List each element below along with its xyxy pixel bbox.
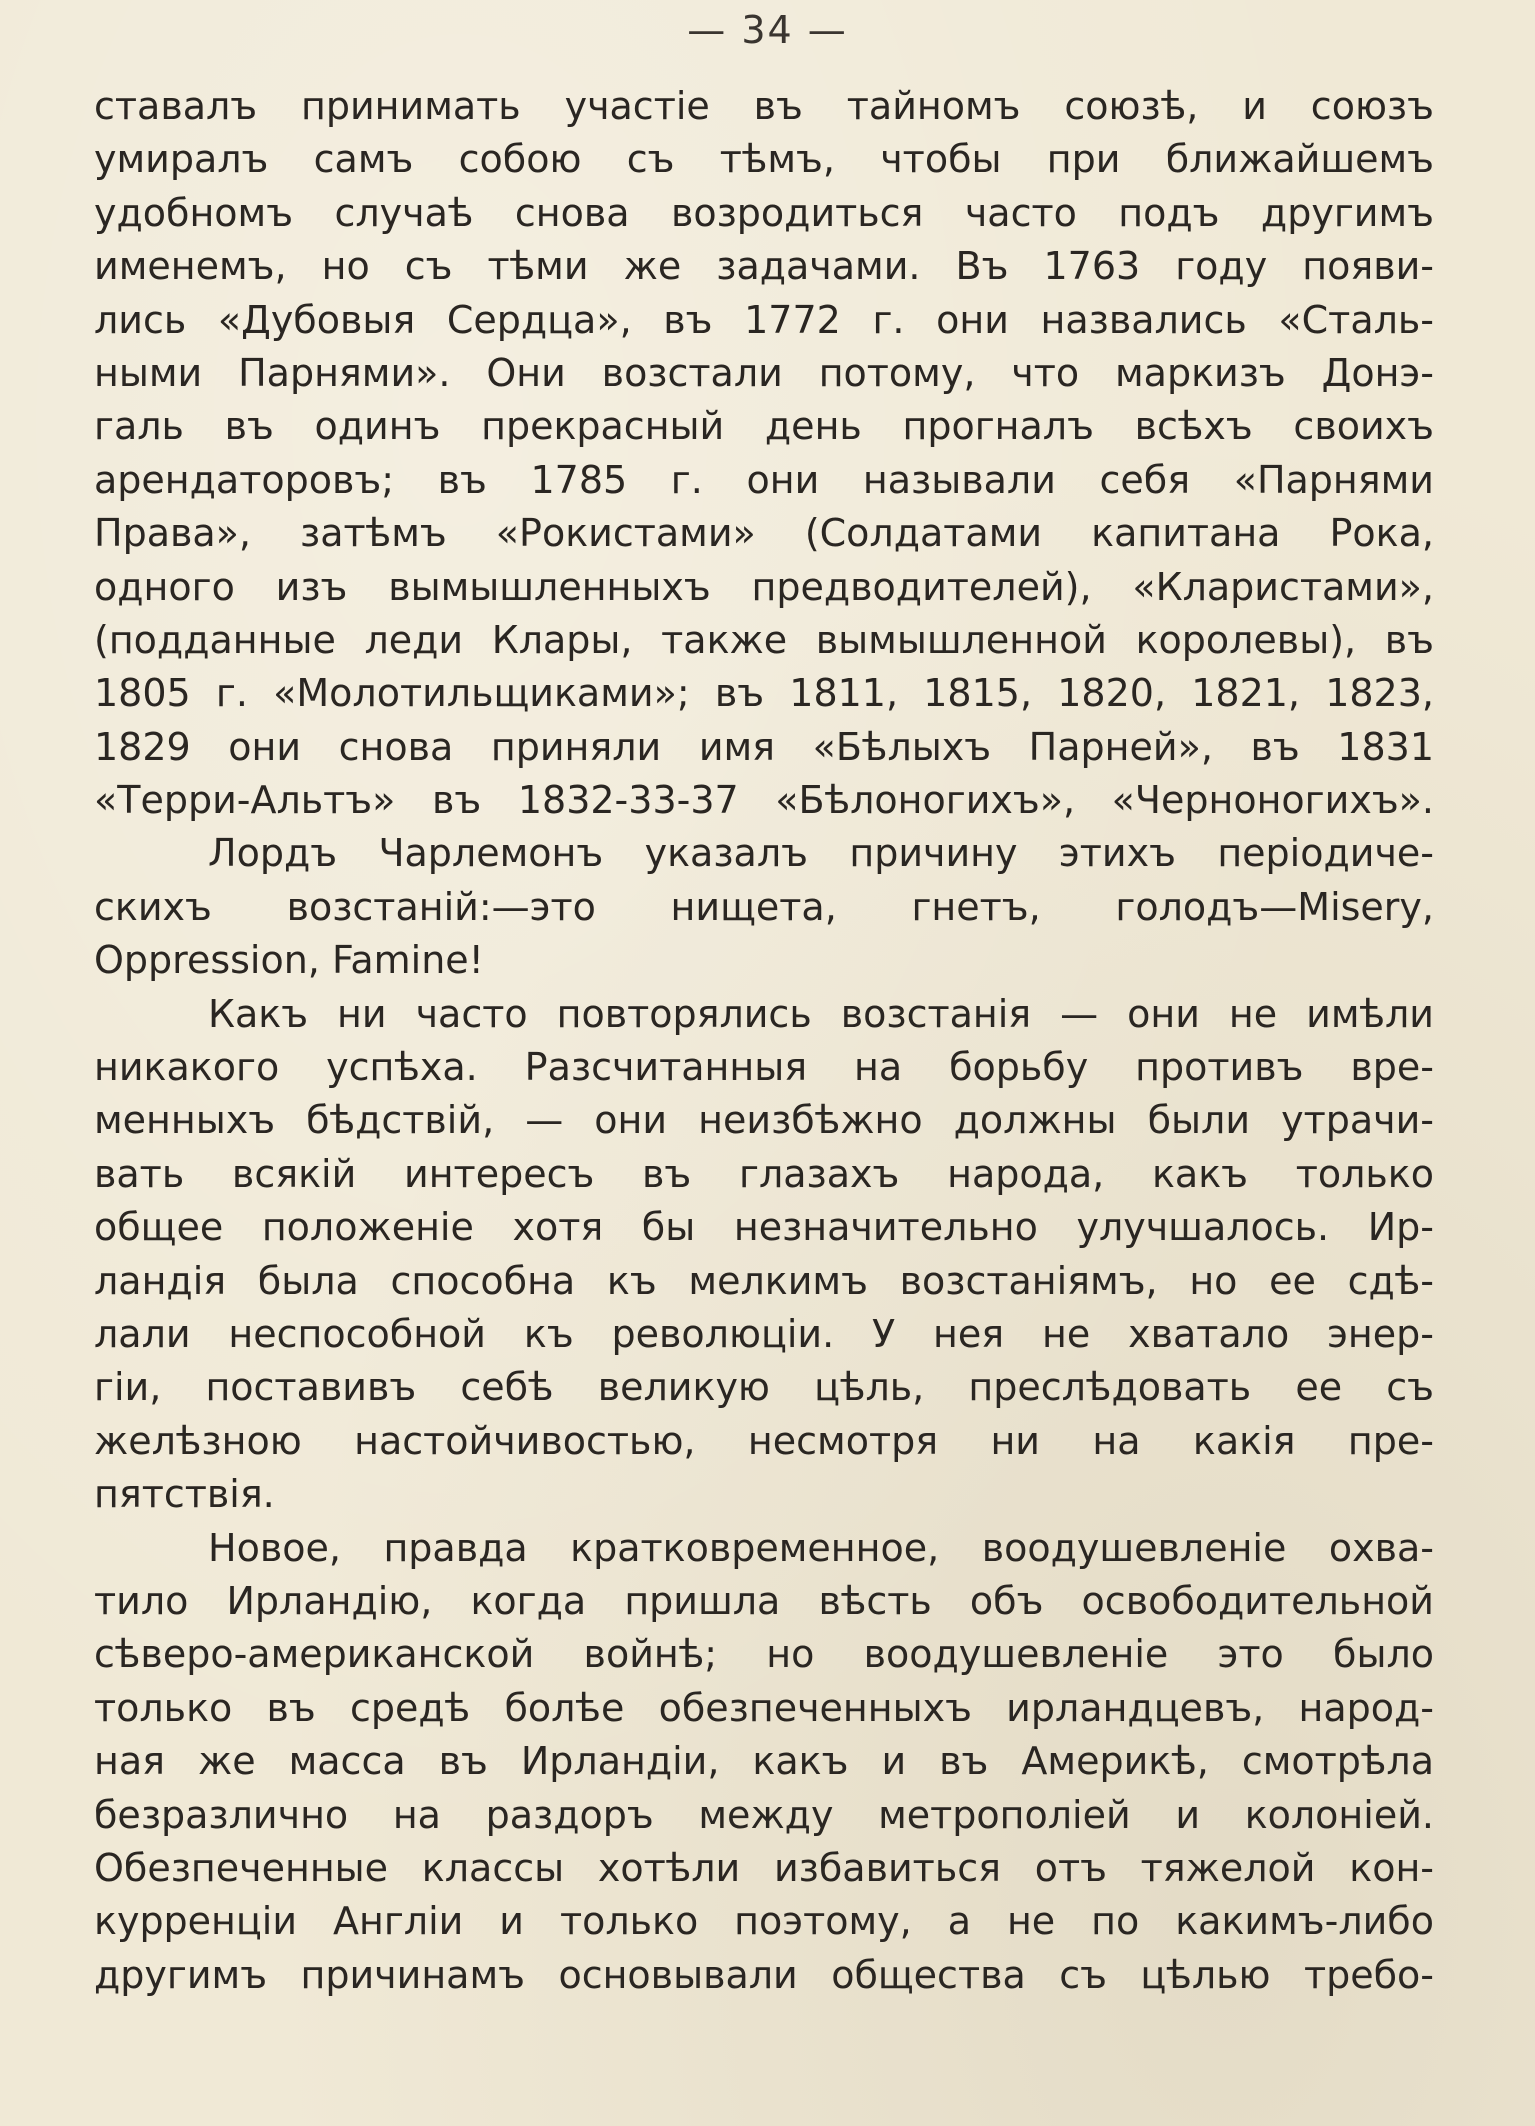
paragraph-start-line: Новое, правда кратковременное, воодушевленіе охва- — [208, 1525, 1434, 1570]
text-line: галь въ одинъ прекрасный день прогналъ всѣхъ своихъ — [94, 404, 1434, 449]
text-line: другимъ причинамъ основывали общества съ цѣлью требо- — [94, 1952, 1434, 1997]
body-text — [94, 80, 1434, 2002]
page-number: — 34 — — [687, 8, 848, 52]
paragraph-start-line: Лордъ Чарлемонъ указалъ причину этихъ періодиче- — [208, 831, 1434, 876]
text-line: ставалъ принимать участіе въ тайномъ союзѣ, и союзъ — [94, 84, 1434, 128]
text-line: 1829 они снова приняли имя «Бѣлыхъ Парней», въ 1831 — [94, 724, 1434, 769]
text-line: ными Парнями». Они возстали потому, что маркизъ Донэ- — [94, 350, 1434, 395]
paragraph-end-line: Oppression, Famine! — [94, 938, 484, 983]
text-line: скихъ возстаній:—это нищета, гнетъ, голодъ—Misery, — [94, 884, 1434, 929]
text-line: Обезпеченные классы хотѣли избавиться отъ тяжелой кон- — [94, 1845, 1434, 1890]
text-line: умиралъ самъ собою съ тѣмъ, чтобы при ближайшемъ — [94, 137, 1434, 182]
text-line: менныхъ бѣдствій, — они неизбѣжно должны были утрачи- — [94, 1098, 1434, 1143]
paragraph-start-line: Какъ ни часто повторялись возстанія — они не имѣли — [208, 991, 1434, 1036]
text-line: Права», затѣмъ «Рокистами» (Солдатами капитана Рока, — [94, 511, 1434, 556]
text-line: удобномъ случаѣ снова возродиться часто подъ другимъ — [94, 190, 1434, 235]
text-line: «Терри-Альтъ» въ 1832-33-37 «Бѣлоногихъ», «Черноногихъ». — [94, 778, 1434, 823]
text-line: тило Ирландію, когда пришла вѣсть объ освободительной — [94, 1578, 1434, 1623]
text-line: желѣзною настойчивостью, несмотря ни на какія пре- — [94, 1418, 1434, 1463]
text-line: вать всякій интересъ въ глазахъ народа, какъ только — [94, 1151, 1434, 1196]
text-line: никакого успѣха. Разсчитанныя на борьбу противъ вре- — [94, 1045, 1434, 1090]
text-line: именемъ, но съ тѣми же задачами. Въ 1763 году появи- — [94, 244, 1434, 289]
text-line: курренціи Англіи и только поэтому, а не по какимъ-либо — [94, 1899, 1434, 1944]
paragraph-end-line: пятствія. — [94, 1472, 275, 1517]
text-line: ная же масса въ Ирландіи, какъ и въ Америкѣ, смотрѣла — [94, 1739, 1434, 1784]
text-line: только въ средѣ болѣе обезпеченныхъ ирландцевъ, народ- — [94, 1685, 1434, 1730]
text-line: общее положеніе хотя бы незначительно улучшалось. Ир- — [94, 1205, 1434, 1250]
text-line: гіи, поставивъ себѣ великую цѣль, преслѣдовать ее съ — [94, 1365, 1434, 1410]
text-line: (подданные леди Клары, также вымышленной королевы), въ — [94, 617, 1434, 662]
text-line: лали неспособной къ революціи. У нея не хватало энер- — [94, 1311, 1434, 1356]
text-line: 1805 г. «Молотильщиками»; въ 1811, 1815, 1820, 1821, 1823, — [94, 671, 1434, 716]
text-line: одного изъ вымышленныхъ предводителей), «Кларистами», — [94, 564, 1434, 609]
text-line: лись «Дубовыя Сердца», въ 1772 г. они назвались «Сталь- — [94, 297, 1434, 342]
text-line: сѣверо-американской войнѣ; но воодушевленіе это было — [94, 1632, 1434, 1677]
text-line: безразлично на раздоръ между метрополіей и колоніей. — [94, 1792, 1434, 1837]
text-line: арендаторовъ; въ 1785 г. они называли себя «Парнями — [94, 457, 1434, 502]
text-line: ландія была способна къ мелкимъ возстаніямъ, но ее сдѣ- — [94, 1258, 1434, 1303]
